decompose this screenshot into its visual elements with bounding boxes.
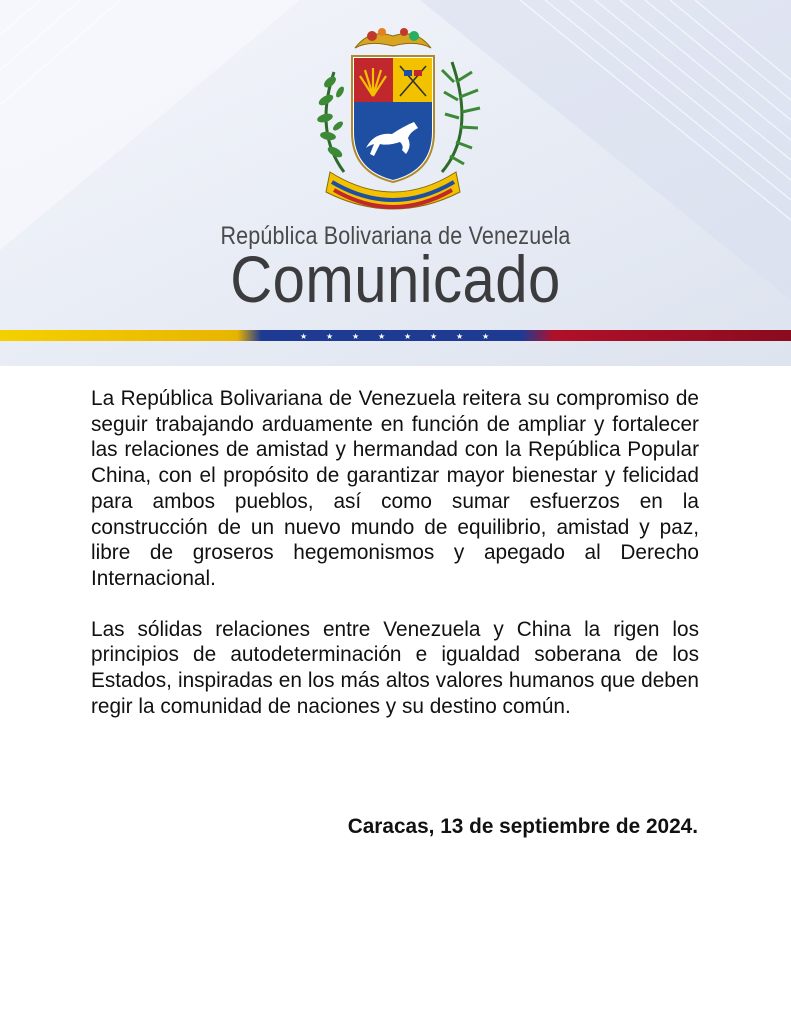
communique-body	[91, 386, 699, 719]
paragraph-2: Las sólidas relaciones entre Venezuela y China la rigen los principios de autodeterminación e igualdad soberana de los Estados, inspiradas en los más altos valores humanos que deben regir la comunidad de naciones y su destino común.	[91, 617, 699, 718]
paragraph-1: La República Bolivariana de Venezuela reitera su compromiso de seguir trabajando arduamente en función de ampliar y fortalecer las relaciones de amistad y hermandad con la República Popular China, con el propósito de garantizar mayor bienestar y felicidad para ambos pueblos, así como sumar esfuerzos en la construcción de un nuevo mundo de equilibrio, amistad y paz, libre de groseros hegemonismos y apegado al Derecho Internacional.	[91, 387, 699, 590]
letterhead-header	[0, 0, 791, 366]
coat-of-arms-icon	[300, 22, 486, 218]
svg-text:★: ★	[482, 332, 490, 341]
issuer-subtitle: República Bolivariana de Venezuela	[220, 222, 571, 250]
svg-text:★: ★	[378, 332, 386, 341]
flag-stripe-divider	[0, 330, 791, 341]
svg-text:★: ★	[352, 332, 360, 341]
svg-text:★: ★	[430, 332, 438, 341]
svg-text:★: ★	[404, 332, 412, 341]
page-title: Comunicado	[230, 242, 561, 316]
signature-date: Caracas, 13 de septiembre de 2024.	[347, 815, 698, 838]
svg-text:★: ★	[456, 332, 464, 341]
svg-text:★: ★	[300, 332, 308, 341]
svg-text:★: ★	[326, 332, 334, 341]
